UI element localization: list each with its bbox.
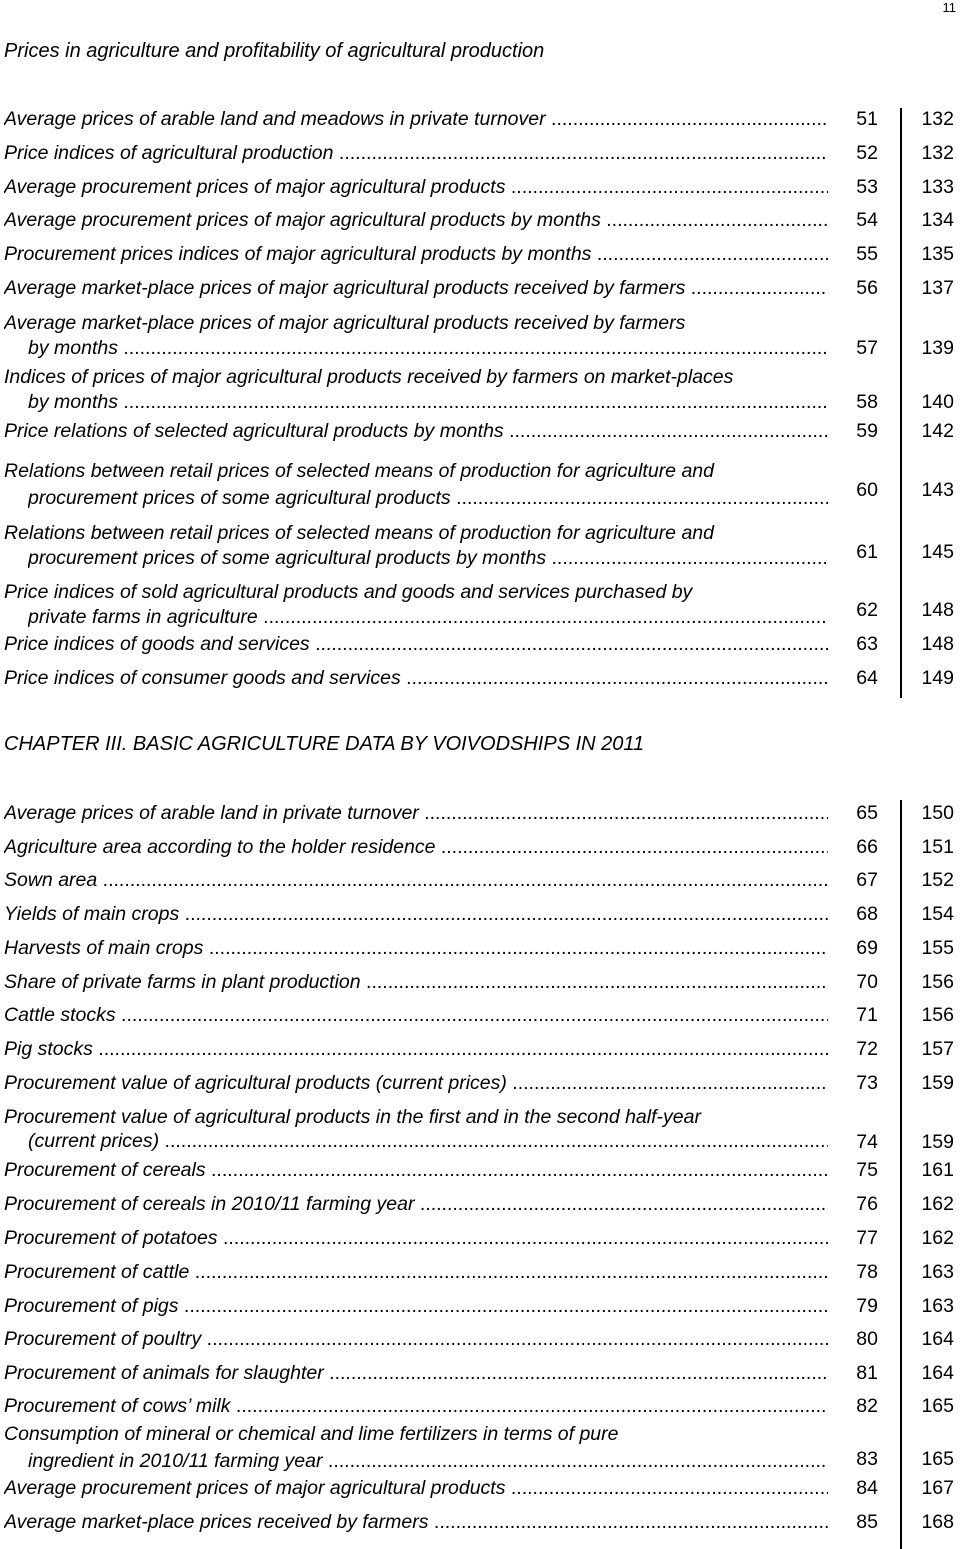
entry-title: Procurement value of agricultural products in the first and in the second half-year xyxy=(4,1106,701,1128)
table-number: 72 xyxy=(856,1038,878,1060)
page-ref: 137 xyxy=(921,277,954,299)
table-number: 63 xyxy=(856,633,878,655)
entry-title: Indices of prices of major agricultural products received by farmers on market-places xyxy=(4,366,734,388)
column-divider xyxy=(900,108,902,698)
page-ref: 157 xyxy=(921,1038,954,1060)
table-number: 80 xyxy=(856,1328,878,1350)
page-ref: 168 xyxy=(921,1511,954,1533)
page-ref: 163 xyxy=(921,1295,954,1317)
page-ref: 134 xyxy=(921,209,954,231)
entry-title: Price indices of agricultural production ..... xyxy=(4,141,828,165)
entry-title: Relations between retail prices of selected means of production for agriculture and xyxy=(4,522,714,544)
page-ref: 148 xyxy=(921,599,954,621)
entry-title: Agriculture area according to the holder residence ..... xyxy=(4,835,828,859)
table-number: 71 xyxy=(856,1004,878,1026)
entry-title: Procurement of cereals in 2010/11 farming year ..... xyxy=(4,1192,828,1216)
entry-title: procurement prices of some agricultural products ..... xyxy=(28,486,828,510)
table-number: 67 xyxy=(856,869,878,891)
page-ref: 154 xyxy=(921,903,954,925)
entry-title: Average market-place prices received by farmers ..... xyxy=(4,1510,828,1534)
entry-title: Relations between retail prices of selected means of production for agriculture and xyxy=(4,460,714,482)
page-ref: 156 xyxy=(921,1004,954,1026)
section-title: CHAPTER III. BASIC AGRICULTURE DATA BY VOIVODSHIPS IN 2011 xyxy=(4,733,645,755)
entry-title: Price indices of sold agricultural products and goods and services purchased by xyxy=(4,581,693,603)
page-ref: 162 xyxy=(921,1227,954,1249)
table-number: 53 xyxy=(856,176,878,198)
entry-title: Price relations of selected agricultural products by months ..... xyxy=(4,419,828,443)
page-ref: 165 xyxy=(921,1395,954,1417)
page-ref: 165 xyxy=(921,1448,954,1470)
page-ref: 156 xyxy=(921,971,954,993)
entry-title: private farms in agriculture ..... xyxy=(28,605,828,629)
page-ref: 167 xyxy=(921,1477,954,1499)
table-number: 75 xyxy=(856,1159,878,1181)
table-number: 58 xyxy=(856,391,878,413)
entry-title: Consumption of mineral or chemical and lime fertilizers in terms of pure xyxy=(4,1423,619,1445)
table-number: 62 xyxy=(856,599,878,621)
page-ref: 148 xyxy=(921,633,954,655)
section-title: Prices in agriculture and profitability of agricultural production xyxy=(4,40,545,62)
entry-title: Sown area ..... xyxy=(4,868,828,892)
entry-title: Procurement of cereals ..... xyxy=(4,1158,828,1182)
entry-title: Price indices of consumer goods and services ..... xyxy=(4,666,828,690)
table-number: 69 xyxy=(856,937,878,959)
page-ref: 132 xyxy=(921,108,954,130)
table-number: 57 xyxy=(856,337,878,359)
page-ref: 132 xyxy=(921,142,954,164)
table-number: 68 xyxy=(856,903,878,925)
entry-title: Average prices of arable land in private turnover ..... xyxy=(4,801,828,825)
entry-title: Average procurement prices of major agricultural products ..... xyxy=(4,175,828,199)
table-number: 66 xyxy=(856,836,878,858)
entry-title: ingredient in 2010/11 farming year ..... xyxy=(28,1449,828,1473)
page-ref: 159 xyxy=(921,1072,954,1094)
entry-title: Cattle stocks ..... xyxy=(4,1003,828,1027)
table-number: 55 xyxy=(856,243,878,265)
page-ref: 159 xyxy=(921,1131,954,1153)
table-number: 81 xyxy=(856,1362,878,1384)
page-ref: 163 xyxy=(921,1261,954,1283)
table-number: 82 xyxy=(856,1395,878,1417)
table-number: 76 xyxy=(856,1193,878,1215)
entry-title: Procurement value of agricultural products (current prices) ..... xyxy=(4,1071,828,1095)
table-number: 83 xyxy=(856,1448,878,1470)
entry-title: Average procurement prices of major agricultural products ..... xyxy=(4,1476,828,1500)
table-number: 59 xyxy=(856,420,878,442)
table-number: 78 xyxy=(856,1261,878,1283)
page-ref: 143 xyxy=(921,479,954,501)
entry-title: Price indices of goods and services ..... xyxy=(4,632,828,656)
table-number: 70 xyxy=(856,971,878,993)
entry-title: Procurement of cows’ milk ..... xyxy=(4,1394,828,1418)
table-number: 60 xyxy=(856,479,878,501)
entry-title: (current prices) ..... xyxy=(28,1129,828,1153)
table-number: 74 xyxy=(856,1131,878,1153)
entry-title: Harvests of main crops ..... xyxy=(4,936,828,960)
page-ref: 142 xyxy=(921,420,954,442)
entry-title: by months ..... xyxy=(28,336,828,360)
page-ref: 139 xyxy=(921,337,954,359)
page-ref: 135 xyxy=(921,243,954,265)
entry-title: Procurement of animals for slaughter ..... xyxy=(4,1361,828,1385)
table-number: 77 xyxy=(856,1227,878,1249)
table-number: 52 xyxy=(856,142,878,164)
table-number: 61 xyxy=(856,541,878,563)
entry-title: Procurement of pigs ..... xyxy=(4,1294,828,1318)
entry-title: Average prices of arable land and meadows in private turnover ..... xyxy=(4,107,828,131)
table-number: 73 xyxy=(856,1072,878,1094)
page-ref: 150 xyxy=(921,802,954,824)
page-ref: 161 xyxy=(921,1159,954,1181)
entry-title: procurement prices of some agricultural products by months ..... xyxy=(28,546,828,570)
page-number: 11 xyxy=(942,0,956,15)
entry-title: Procurement of poultry ..... xyxy=(4,1327,828,1351)
table-number: 84 xyxy=(856,1477,878,1499)
page-ref: 133 xyxy=(921,176,954,198)
entry-title: Procurement of potatoes ..... xyxy=(4,1226,828,1250)
table-number: 65 xyxy=(856,802,878,824)
entry-title: Procurement prices indices of major agricultural products by months ..... xyxy=(4,242,828,266)
page-ref: 149 xyxy=(921,667,954,689)
entry-title: Share of private farms in plant production ..... xyxy=(4,970,828,994)
entry-title: Average market-place prices of major agricultural products received by farmers ..... xyxy=(4,276,828,300)
table-number: 85 xyxy=(856,1511,878,1533)
page-ref: 152 xyxy=(921,869,954,891)
page-ref: 164 xyxy=(921,1362,954,1384)
entry-title: Pig stocks ..... xyxy=(4,1037,828,1061)
table-number: 79 xyxy=(856,1295,878,1317)
page-ref: 164 xyxy=(921,1328,954,1350)
page-ref: 155 xyxy=(921,937,954,959)
table-number: 54 xyxy=(856,209,878,231)
table-number: 51 xyxy=(856,108,878,130)
entry-title: Average market-place prices of major agricultural products received by farmers xyxy=(4,312,686,334)
table-number: 64 xyxy=(856,667,878,689)
entry-title: by months ..... xyxy=(28,390,828,414)
entry-title: Average procurement prices of major agricultural products by months ..... xyxy=(4,208,828,232)
entry-title: Procurement of cattle ..... xyxy=(4,1260,828,1284)
entry-title: Yields of main crops ..... xyxy=(4,902,828,926)
column-divider xyxy=(900,800,902,1549)
page-ref: 145 xyxy=(921,541,954,563)
page-ref: 162 xyxy=(921,1193,954,1215)
page-ref: 151 xyxy=(921,836,954,858)
table-number: 56 xyxy=(856,277,878,299)
page-ref: 140 xyxy=(921,391,954,413)
